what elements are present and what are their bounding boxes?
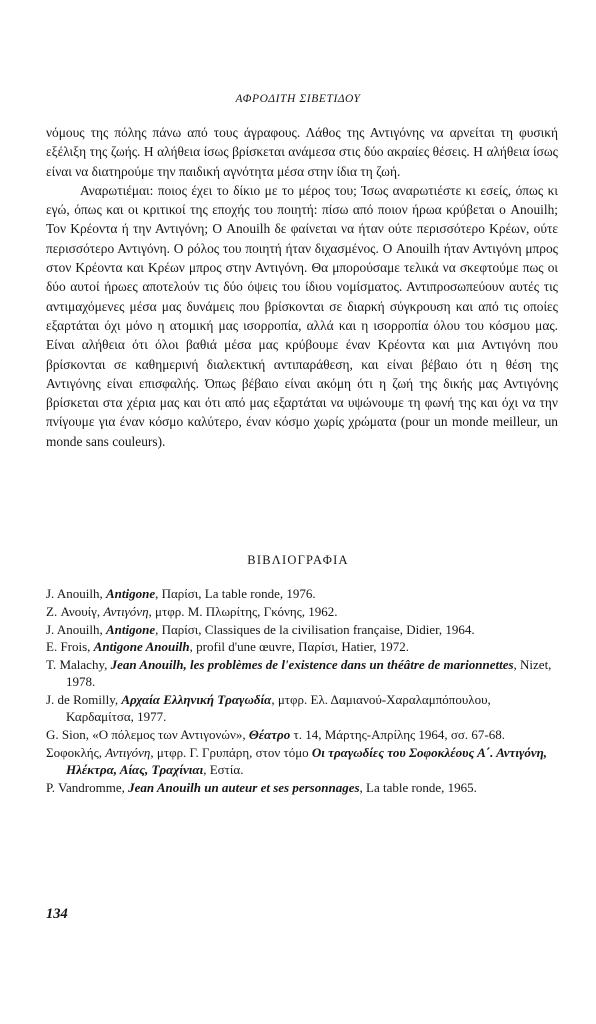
bibliography-entry — [46, 779, 558, 796]
entry-details: , Παρίσι, La table ronde, 1976. — [155, 586, 316, 601]
entry-details: , μτφρ. Μ. Πλωρίτης, Γκόνης, 1962. — [148, 603, 338, 619]
bibliography-entry — [46, 638, 558, 655]
bibliography-entry — [46, 656, 558, 690]
paragraph: Αναρωτιέμαι: ποιος έχει το δίκιο με το μέρος του; Ίσως αναρωτιέστε κι εσείς, όπως κι εγώ, όπως και οι κριτικοί της εποχής του ποιητή: πίσω από ποιον ήρωα κρύβεται ο Anouilh; Τον Κρέοντα ή την Αντιγόνη; Ο Anouilh δε φαίνεται να ήταν ούτε περισσότερο Κρέων, ούτε περισσότερο Αντιγόνη. Ο ρόλος του ποιητή ήταν διχασμένος. Ο Anouilh ήταν Αντιγόνη μπρος στον Κρέοντα και Κρέων μπρος στην Αντιγόνη. Θα μπορούσαμε τελικά να σκεφτούμε πως οι δύο αυτοί ήρωες αποτελούν τις δύο όψεις του ίδιου νομίσματος. Αντιπροσωπεύουν αυτές τις αντιμαχόμενες μέσα μας δυνάμεις που βρίσκονται σε διαρκή σύγκρουση και από τις οποίες εξαρτάται όχι μόνο η ατομική μας ισορροπία, αλλά και η ισορροπία όλου του κόσμου μας. Είναι αλήθεια ότι όλοι βαθιά μέσα μας κρύβουμε έναν Κρέοντα και μια Αντιγόνη που βρίσκονται σε καθημερινή διαλεκτική αντιπαράθεση, και είναι βέβαιο ότι η θέση της Αντιγόνης είναι επισφαλής. Όπως βέβαιο είναι ακόμη ότι η ζωή της δικής μας Αντιγόνης βρίσκεται στα χέρια μας και ότι από μας εξαρτάται να υψώνουμε τη φωνή της και όχι να την πνίγουμε για έναν κόσμο καλύτερο, έναν κόσμο χωρίς χρώματα (pour un monde meilleur, un monde sans couleurs). — [46, 182, 558, 449]
bibliography-list — [46, 585, 558, 797]
paragraph: νόμους της πόλης πάνω από τους άγραφους. Λάθος της Αντιγόνης να αρνείται τη φυσική εξέλιξη της ζωής. Η αλήθεια ίσως βρίσκεται ανάμεσα στις δύο ακραίες θέσεις. Η αλήθεια ίσως είναι να διατηρούμε την παιδική αγνότητα μέσα στην ίδια τη ζωή. — [46, 125, 558, 179]
entry-title: Jean Anouilh, les problèmes de l'existence dans un théâtre de marionnettes — [110, 657, 514, 673]
bibliography-entry — [46, 744, 558, 778]
bibliography-entry — [46, 585, 558, 602]
entry-author: J. de Romilly, — [46, 692, 122, 708]
entry-collection-title: Οι τραγωδίες του Σοφοκλέους Α΄. Αντιγόνη, Ηλέκτρα, Αίας, Τραχίνιαι — [66, 744, 548, 778]
entry-details: , Nizet, 1978. — [66, 657, 552, 690]
entry-title: Αντιγόνη — [105, 744, 151, 760]
entry-details: , Εστία. — [203, 762, 244, 778]
entry-title: Θέατρο — [248, 727, 291, 743]
running-head: ΑΦΡΟΔΙΤΗ ΣΙΒΕΤΙΔΟΥ — [235, 93, 361, 105]
entry-author: J. Anouilh, — [46, 621, 106, 637]
entry-author: T. Malachy, — [46, 657, 111, 673]
entry-title: Antigone — [105, 621, 156, 637]
entry-author: P. Vandromme, — [46, 779, 129, 795]
bibliography-entry — [46, 691, 558, 725]
entry-author: G. Sion, «Ο πόλεμος των Αντιγονών», — [46, 727, 249, 743]
entry-title: Antigone — [105, 586, 156, 601]
entry-details: τ. 14, Μάρτης-Απρίλης 1964, σσ. 67-68. — [290, 727, 506, 743]
entry-title: Jean Anouilh un auteur et ses personnages — [128, 779, 360, 795]
page-number: 134 — [46, 906, 68, 922]
entry-details: , profil d'une œuvre, Παρίσι, Hatier, 1972. — [189, 639, 410, 655]
body-text — [46, 123, 558, 451]
entry-title: Αρχαία Ελληνική Τραγωδία — [121, 692, 272, 708]
entry-details: , μτφρ. Γ. Γρυπάρη, στον τόμο — [150, 744, 312, 760]
bibliography-heading: ΒΙΒΛΙΟΓΡΑΦΙΑ — [247, 553, 349, 567]
entry-details: , Παρίσι, Classiques de la civilisation française, Didier, 1964. — [155, 621, 475, 637]
entry-author: J. Anouilh, — [46, 586, 106, 601]
entry-author: E. Frois, — [46, 639, 94, 655]
bibliography-entry — [46, 726, 558, 743]
entry-title: Antigone Anouilh — [93, 639, 190, 655]
entry-author: Z. Ανουίγ, — [46, 603, 104, 619]
entry-title: Αντιγόνη — [103, 603, 149, 619]
entry-author: Σοφοκλής, — [46, 744, 106, 760]
entry-details: , La table ronde, 1965. — [359, 779, 477, 795]
bibliography-entry — [46, 621, 558, 638]
entry-details: , μτφρ. Ελ. Δαμιανού-Χαραλαμπόπουλου, Καρδαμίτσα, 1977. — [66, 692, 491, 725]
bibliography-entry — [46, 603, 558, 620]
